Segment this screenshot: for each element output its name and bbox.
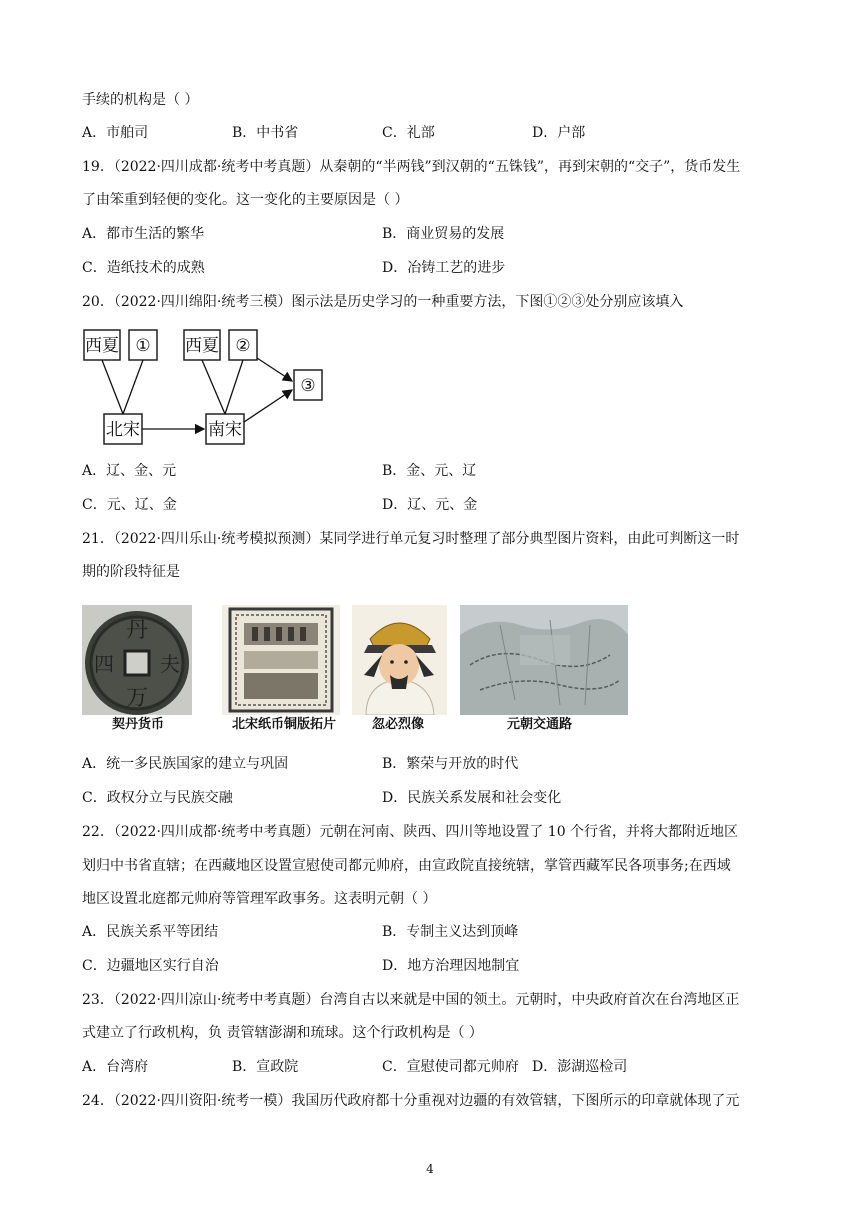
q23-option-c: C．宣慰使司都元帅府	[382, 1059, 519, 1075]
q22-line-1: 22．（2022·四川成都·统考中考真题）元朝在河南、陕西、四川等地设置了 10 个行省，并将大都附近地区	[82, 824, 739, 840]
q23-option-a: A．台湾府	[82, 1059, 149, 1075]
arrow-to-3	[244, 390, 292, 422]
khitan-coin-image	[82, 605, 192, 715]
q21-option-a: A．统一多民族国家的建立与巩固	[82, 756, 289, 772]
q18-option-c: C．礼部	[382, 125, 435, 141]
q19-line-1: 19．（2022·四川成都·统考中考真题）从秦朝的“半两钱”到汉朝的“五铢钱”，再到宋朝的“交子”，货币发生	[82, 159, 741, 175]
q21-line-1: 21．（2022·四川乐山·统考模拟预测）某同学进行单元复习时整理了部分典型图片资料，由此可判断这一时	[82, 531, 740, 547]
q24-line-1: 24．（2022·四川资阳·统考一模）我国历代政府都十分重视对边疆的有效管辖，下图所示的印章就体现了元	[82, 1093, 740, 1109]
q23-option-b: B．宣政院	[232, 1059, 299, 1075]
q18-option-b: B．中书省	[232, 125, 299, 141]
q21-line-2: 期的阶段特征是	[82, 564, 180, 580]
box-xixia-1-label: 西夏	[85, 336, 119, 356]
connector-line	[102, 360, 123, 414]
box-beisong-label: 北宋	[106, 420, 140, 440]
page-number: 4	[426, 1162, 434, 1176]
q19-option-c: C．造纸技术的成熟	[82, 260, 205, 276]
q22-line-3: 地区设置北庭都元帅府等管理军政事务。这表明元朝（ ）	[82, 891, 437, 907]
q18-stem-tail: 手续的机构是（ ）	[82, 92, 199, 108]
song-paper-money-image	[222, 605, 340, 715]
q22-option-a: A．民族关系平等团结	[82, 924, 219, 940]
q20-option-a: A．辽、金、元	[82, 463, 177, 479]
caption-kublai-portrait: 忽必烈像	[372, 717, 425, 732]
box-xixia-2-label: 西夏	[185, 336, 219, 356]
q19-option-b: B．商业贸易的发展	[382, 226, 505, 242]
q22-option-c: C．边疆地区实行自治	[82, 958, 219, 974]
q20-option-c: C．元、辽、金	[82, 497, 177, 513]
connector-line	[202, 360, 225, 414]
q18-option-d: D．户部	[532, 125, 586, 141]
box-blank-2-label: ②	[235, 336, 251, 356]
connector-line	[123, 360, 143, 414]
q21-photo-strip	[82, 605, 642, 735]
q22-line-2: 划归中书省直辖；在西藏地区设置宣慰使司都元帅府，由宣政院直接统辖，掌管西藏军民各项事务;在西域	[82, 858, 731, 874]
q20-option-b: B．金、元、辽	[382, 463, 477, 479]
q23-line-2: 式建立了行政机构，负 责管辖澎湖和琉球。这个行政机构是（ ）	[82, 1025, 483, 1041]
q22-option-d: D．地方治理因地制宜	[382, 958, 520, 974]
caption-song-paper-money: 北宋纸币铜版拓片	[232, 717, 337, 732]
caption-yuan-route-map: 元朝交通路	[507, 717, 573, 732]
arrow-to-3	[257, 358, 292, 381]
q20-diagram	[82, 326, 332, 446]
q20-line-1: 20．（2022·四川绵阳·统考三模）图示法是历史学习的一种重要方法，下图①②③处分别应该填入	[82, 294, 684, 310]
q18-option-a: A．市舶司	[82, 125, 149, 141]
q19-option-d: D．冶铸工艺的进步	[382, 260, 506, 276]
q19-option-a: A．都市生活的繁华	[82, 226, 205, 242]
q23-option-d: D．澎湖巡检司	[532, 1059, 628, 1075]
caption-khitan-coin: 契丹货币	[112, 717, 165, 732]
q21-option-b: B．繁荣与开放的时代	[382, 756, 519, 772]
connector-line	[225, 360, 243, 414]
svg-text:四: 四	[94, 652, 114, 676]
q21-option-c: C．政权分立与民族交融	[82, 790, 233, 806]
q19-line-2: 了由笨重到轻便的变化。这一变化的主要原因是（ ）	[82, 192, 409, 208]
q22-option-b: B．专制主义达到顶峰	[382, 924, 519, 940]
svg-text:丹: 丹	[125, 618, 149, 643]
box-blank-3-label: ③	[300, 376, 316, 396]
yuan-route-map-image	[460, 605, 628, 715]
svg-text:夫: 夫	[160, 652, 180, 676]
svg-text:万: 万	[125, 686, 149, 711]
box-nansong-label: 南宋	[208, 420, 242, 440]
box-blank-1-label: ①	[135, 336, 151, 356]
kublai-portrait-image	[352, 605, 447, 715]
q21-option-d: D．民族关系发展和社会变化	[382, 790, 562, 806]
q23-line-1: 23．（2022·四川凉山·统考中考真题）台湾自古以来就是中国的领土。元朝时，中央政府首次在台湾地区正	[82, 992, 740, 1008]
q20-option-d: D．辽、元、金	[382, 497, 478, 513]
